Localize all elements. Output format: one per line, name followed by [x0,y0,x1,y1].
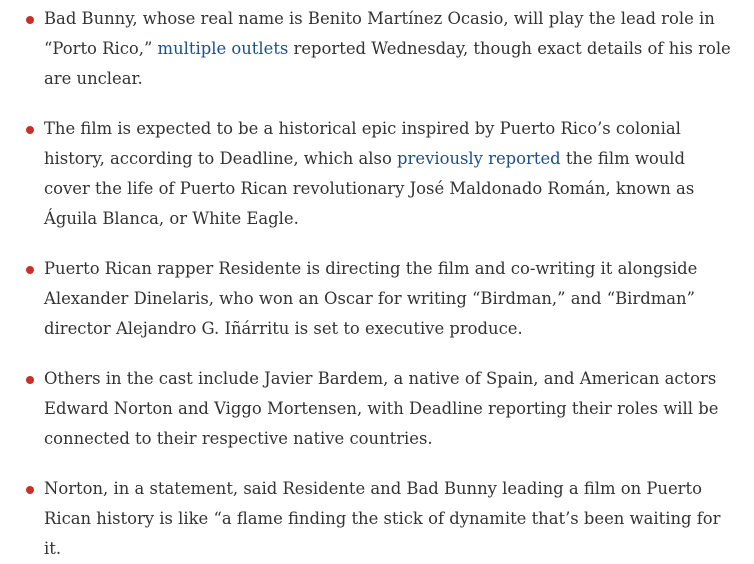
bullet-text: Puerto Rican rapper Residente is directing the film and co-writing it alongside Alexander Dinelaris, who won an Oscar for writing “Birdman,” and “Birdman” director Alejandro G. Iñárritu is set to executive produce. [44,259,698,338]
list-item [0,254,754,344]
bullet-text-before: Bad Bunny, whose real name is Benito Martínez Ocasio, will play the lead role in “Porto Rico,” [44,9,715,58]
list-item [0,364,754,454]
bullet-text-before: The film is expected to be a historical epic inspired by Puerto Rico’s colonial history, according to Deadline, which also [44,119,681,168]
bullet-text: Others in the cast include Javier Bardem, a native of Spain, and American actors Edward Norton and Viggo Mortensen, with Deadline reporting their roles will be connected to their respective native countries. [44,369,719,448]
previously-reported-link[interactable]: previously reported [397,149,561,168]
bullet-dot-icon [26,266,34,274]
bullet-dot-icon [26,376,34,384]
bullet-text-after: reported Wednesday, though exact details of his role are unclear. [44,39,731,88]
list-item [0,4,754,94]
list-item [0,114,754,234]
multiple-outlets-link[interactable]: multiple outlets [157,39,289,58]
bullet-text: Norton, in a statement, said Residente and Bad Bunny leading a film on Puerto Rican history is like “a flame finding the stick of dynamite that’s been waiting for it. [44,479,721,558]
bullet-dot-icon [26,486,34,494]
list-item [0,474,754,564]
bullet-text-after: the film would cover the life of Puerto Rican revolutionary José Maldonado Román, known as Águila Blanca, or White Eagle. [44,149,695,228]
bullet-dot-icon [26,16,34,24]
bullet-dot-icon [26,126,34,134]
